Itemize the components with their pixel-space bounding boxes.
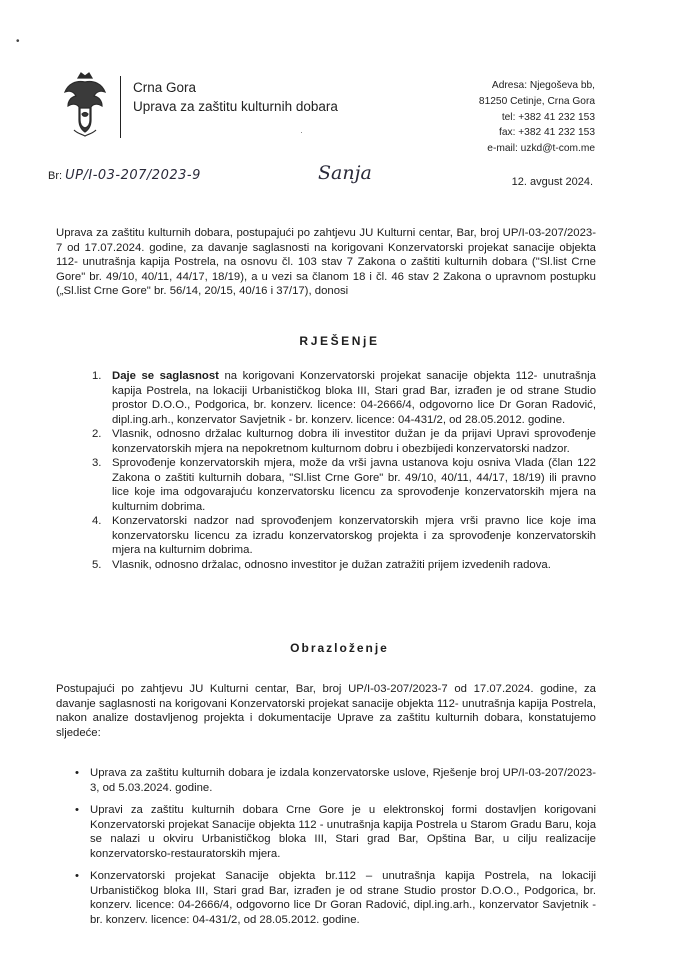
decision-item — [92, 456, 596, 514]
organization-name — [133, 78, 338, 116]
bullet-text: Upravi za zaštitu kulturnih dobara Crne Gore je u elektronskoj formi dostavljen korigovani Konzervatorski projekat Sanacije objekta 112 - unutrašnja kapija Postrela u Starom Gradu Baru, koja se nalazi u okviru Urbanističkog bloka III, Stari grad Bar, Opština Bar, u cilju realizacije konzervatorsko-restauratorskih mjera. — [90, 804, 596, 860]
decision-list — [92, 369, 596, 572]
bullet-icon: • — [75, 767, 79, 779]
fax-line: fax: +382 41 232 153 — [498, 127, 595, 139]
item-text: Vlasnik, odnosno držalac kulturnog dobra ili investitor dužan je da prijavi Upravi sprovođenje konzervatorskih mjera na nepokretnom kulturnom dobru i obezbijedi konzervatorski nadzor. — [112, 428, 596, 455]
header-divider — [120, 76, 121, 138]
page-mark: • — [16, 36, 20, 47]
phone-line: tel: +382 41 232 153 — [501, 111, 595, 123]
document-date: 12. avgust 2024. — [511, 176, 593, 188]
reference-number — [48, 168, 201, 183]
item-number: 3. — [92, 457, 102, 469]
bullet-item — [75, 869, 596, 927]
item-text: Sprovođenje konzervatorskih mjera, može da vrši javna ustanova koju osniva Vlada (član 122 Zakona o zaštiti kulturnih dobara, "Sl.list Crne Gore" br. 49/10, 40/11, 44/17, 18/19) ili pravno lice koje ima odgovarajuću konzervatorsku licencu za sprovođenje konzervatorskih mjera na kulturnim dobrima. — [112, 457, 596, 513]
item-bold-lead: Daje se saglasnost — [112, 370, 219, 382]
item-text: Vlasnik, odnosno držalac, odnosno investitor je dužan zatražiti prijem izvedenih radova. — [112, 558, 551, 571]
handwritten-reference: UP/I-03-207/2023-9 — [65, 168, 201, 183]
coat-of-arms-icon — [62, 70, 108, 138]
reference-prefix: Br: — [48, 170, 63, 182]
item-number: 5. — [92, 558, 102, 571]
item-text: na korigovani Konzervatorski projekat sanacije objekta 112- unutrašnja kapija Postrela, na lokaciji Urbanističkog bloka III, Stari grad Bar, izrađen je od strane Studio prostor D.O.O., Podgorica, br. konzerv. licence: 04-2666/4, odgovorno lice Dr Goran Radović, dipl.ing.arh., konzervator Savjetnik - br. konzerv. licence: 04-431/2, od 28.05.2012. godine. — [112, 370, 596, 426]
reasoning-title: Obrazloženje — [290, 641, 389, 655]
agency-name: Uprava za zaštitu kulturnih dobara — [133, 99, 338, 114]
decision-item — [92, 558, 596, 573]
item-text: Konzervatorski nadzor nad sprovođenjem konzervatorskih mjera vrši pravno lice koje ima konzervatorsku licencu za izradu konzervatorskog projekta i za sprovođenje konzervatorskih mjera na kulturnim dobrima. — [112, 515, 596, 556]
reasoning-paragraph: Postupajući po zahtjevu JU Kulturni centar, Bar, broj UP/I-03-207/2023-7 od 17.07.2024. godine, za davanje saglasnosti na korigovani Konzervatorski projekat sanacije objekta 112- unutrašnja kapija Postrela, nakon analize dostavljenog projekta i dokumentacije Uprave za zaštitu kulturnih dobara, konstatujemo sljedeće: — [56, 683, 596, 739]
address-line: 81250 Cetinje, Crna Gora — [478, 95, 595, 107]
item-number: 4. — [92, 515, 102, 527]
bullet-icon: • — [75, 870, 79, 882]
decision-title: RJEŠENjE — [299, 334, 380, 348]
bullet-item — [75, 803, 596, 861]
reasoning-bullets — [75, 766, 596, 935]
bullet-text: Konzervatorski projekat Sanacije objekta br.112 – unutrašnja kapija Postrela, na lokaciji Urbanističkog bloka III, Stari grad Bar, izrađen je od strane Studio prostor D.O.O., Podgorica, br. konzerv. licence: 04-2666/4, odgovorno lice Dr Goran Radović, dipl.ing.arh., konzervator Savjetnik - br. konzerv. licence: 04-431/2, od 28.05.2012. godine. — [90, 870, 596, 926]
decision-item — [92, 514, 596, 558]
email-line: e-mail: uzkd@t-com.me — [487, 143, 595, 155]
bullet-icon: • — [75, 804, 79, 816]
bullet-item — [75, 766, 596, 795]
intro-paragraph: Uprava za zaštitu kulturnih dobara, postupajući po zahtjevu JU Kulturni centar, Bar, broj UP/I-03-207/2023-7 od 17.07.2024. godine, za davanje saglasnosti na korigovani Konzervatorski projekat sanacije objekta 112- unutrašnja kapija Postrela, na osnovu čl. 103 stav 7 Zakona o zaštiti kulturnih dobara ("Sl.list Crne Gore" br. 49/10, 40/11, 44/17, 18/19), a u vezi sa članom 18 i čl. 46 stav 2 Zakona o upravnom postupku („Sl.list Crne Gore" br. 56/14, 20/15, 40/16 i 37/17), donosi — [56, 227, 596, 297]
handwritten-signature: Sanja — [318, 162, 372, 184]
stray-mark: · — [300, 127, 303, 137]
item-number: 1. — [92, 370, 102, 382]
item-number: 2. — [92, 428, 102, 440]
decision-item — [92, 427, 596, 456]
contact-address-block — [479, 78, 595, 157]
decision-item — [92, 369, 596, 427]
bullet-text: Uprava za zaštitu kulturnih dobara je izdala konzervatorske uslove, Rješenje broj UP/I-03-207/2023-3, od 5.03.2024. godine. — [90, 767, 596, 794]
address-line: Adresa: Njegoševa bb, — [491, 80, 595, 91]
country-name: Crna Gora — [133, 80, 197, 95]
